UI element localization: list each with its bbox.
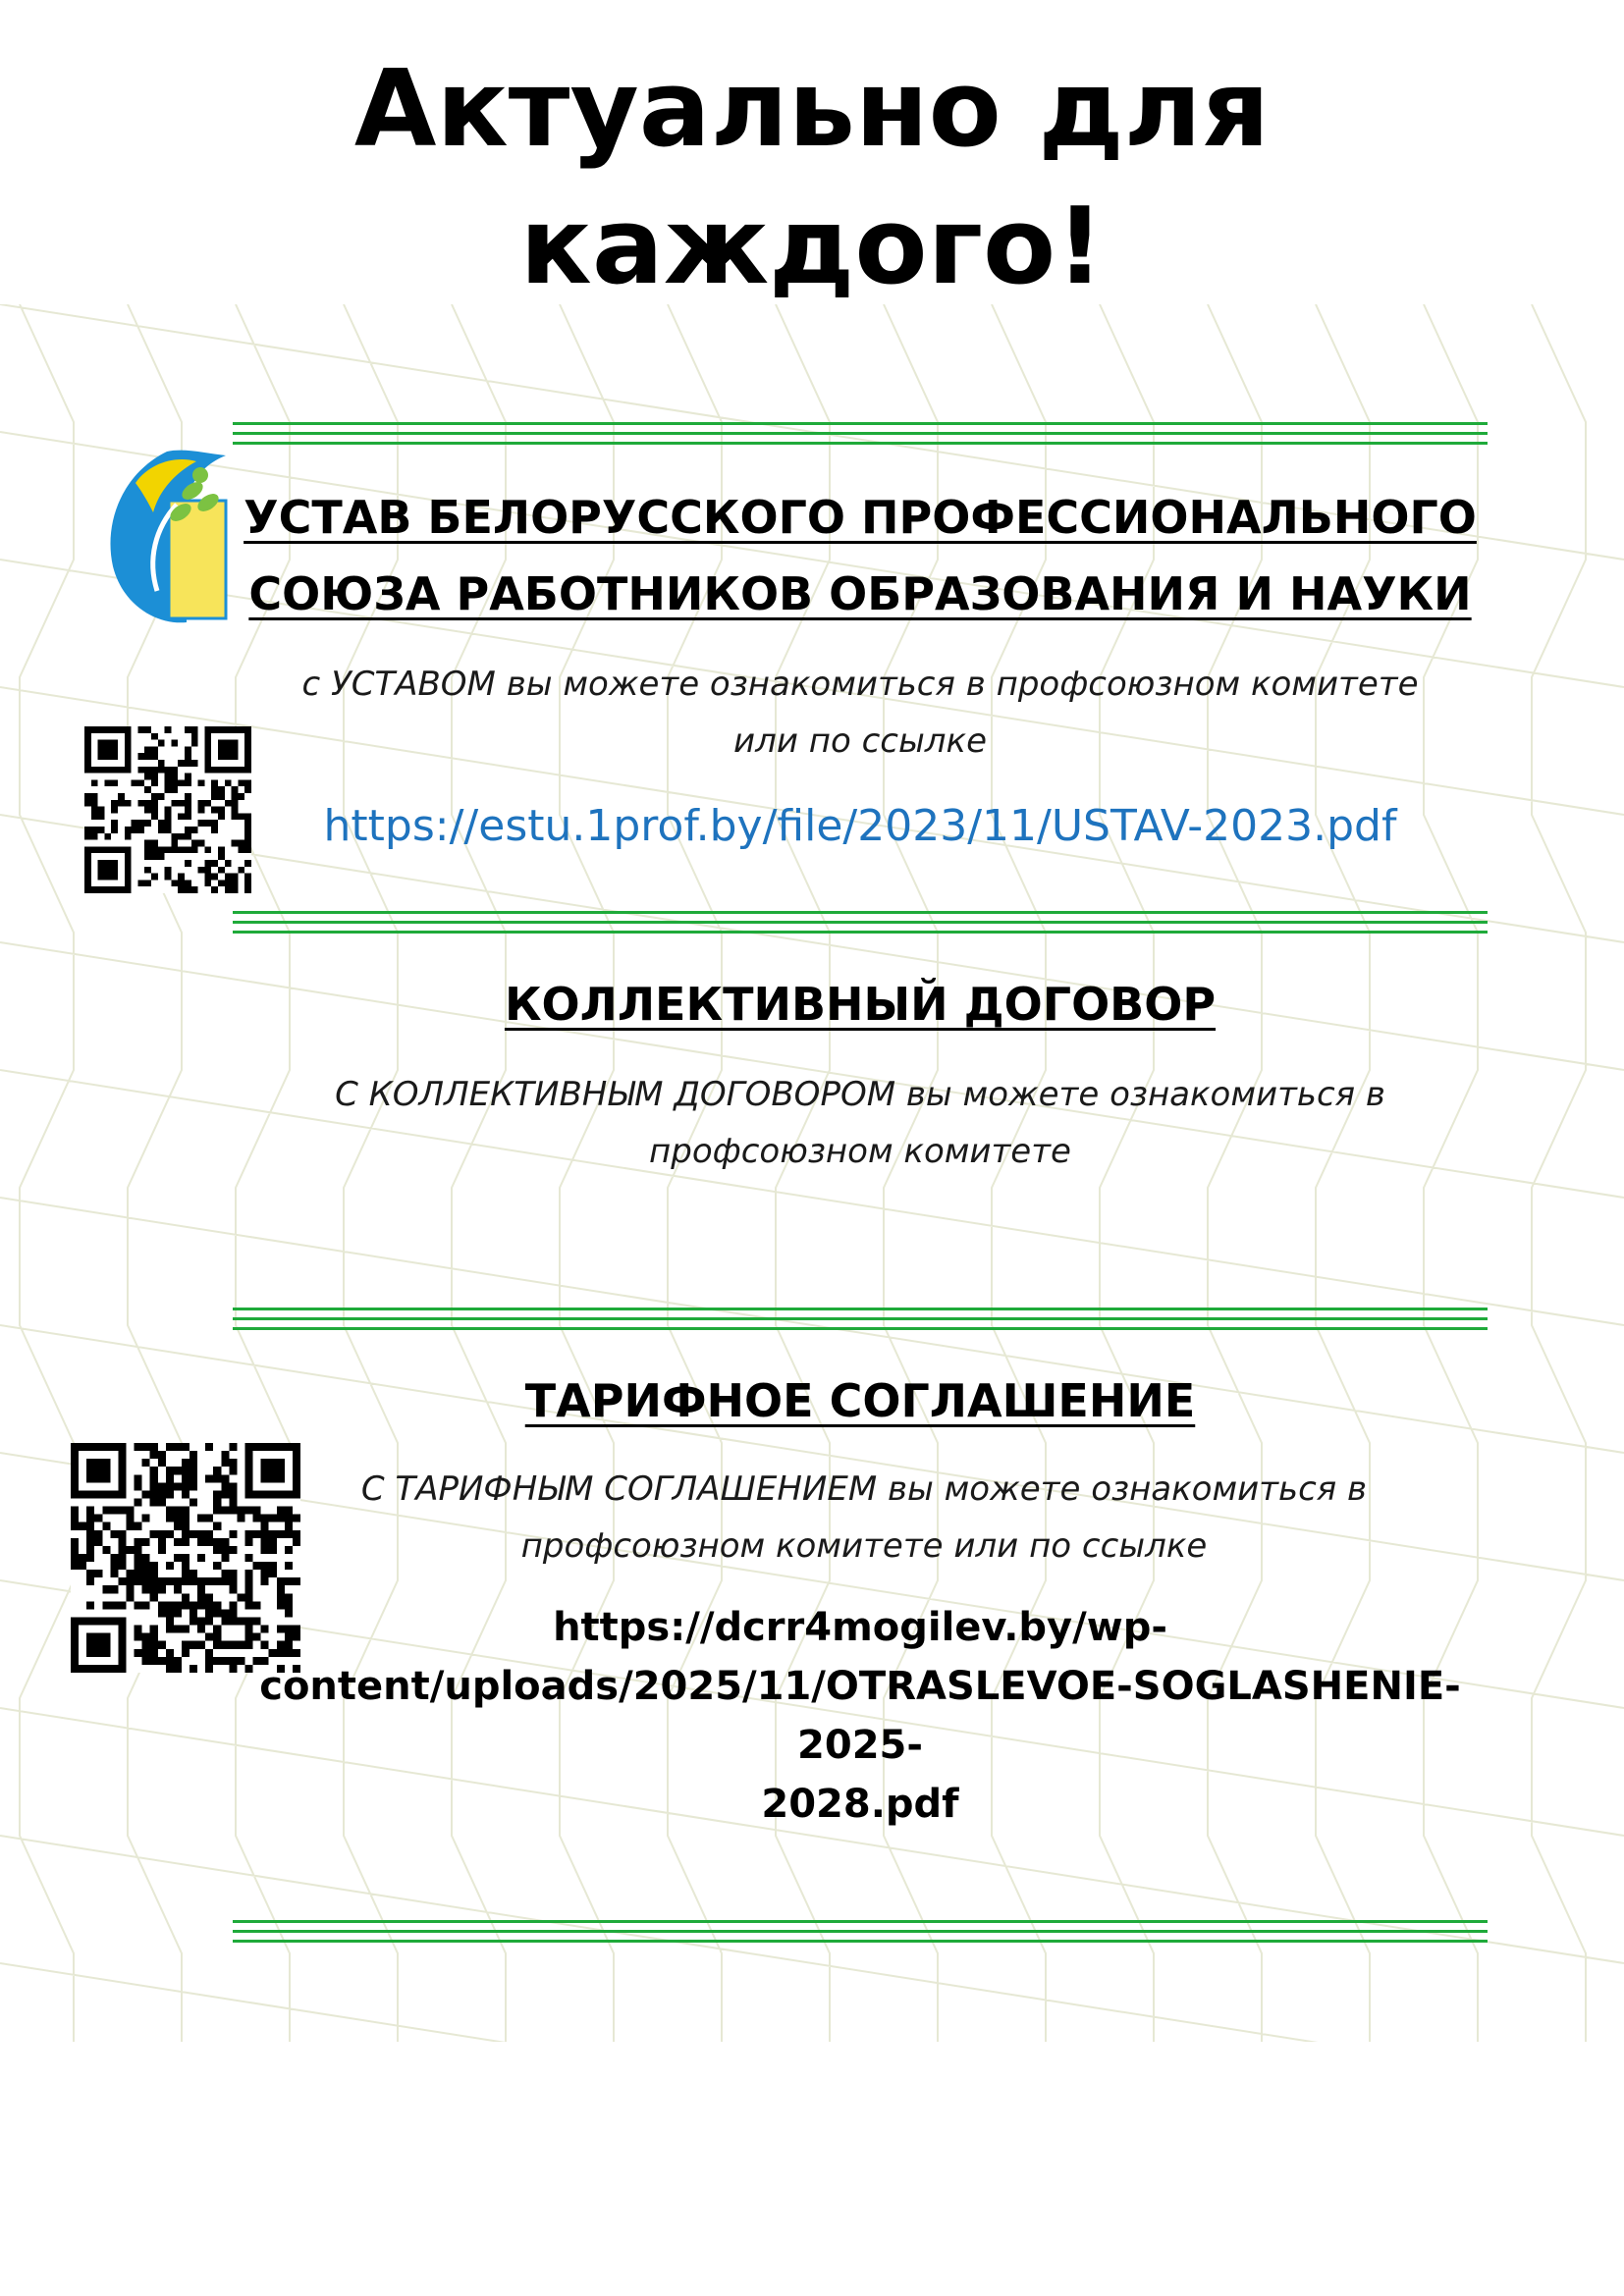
collective-description-line-2: профсоюзном комитете — [649, 1132, 1071, 1171]
page-title — [0, 41, 1624, 316]
collective-heading: КОЛЛЕКТИВНЫЙ ДОГОВОР — [504, 978, 1217, 1031]
tariff-link[interactable] — [233, 1598, 1488, 1834]
charter-heading-line-2: СОЮЗА РАБОТНИКОВ ОБРАЗОВАНИЯ И НАУКИ — [248, 567, 1472, 620]
charter-heading-line-1: УСТАВ БЕЛОРУССКОГО ПРОФЕССИОНАЛЬНОГО — [244, 491, 1477, 544]
tariff-description — [304, 1461, 1424, 1575]
section-separator — [233, 1920, 1488, 1944]
tariff-description-line-2: профсоюзном комитете или по ссылке — [520, 1526, 1208, 1566]
tariff-link-line-1[interactable]: https://dcrr4mogilev.by/wp- — [553, 1605, 1167, 1650]
page-title-line-2: каждого! — [519, 186, 1105, 308]
charter-description — [233, 656, 1488, 770]
charter-description-line-2: или по ссылке — [733, 721, 987, 761]
section-separator — [233, 1308, 1488, 1331]
tariff-link-line-2[interactable]: content/uploads/2025/11/OTRASLEVOE-SOGLASHENIE-2025- — [259, 1664, 1461, 1768]
charter-heading — [233, 479, 1488, 632]
charter-link[interactable]: https://estu.1prof.by/file/2023/11/USTAV-2023.pdf — [323, 801, 1397, 851]
page-title-line-1: Актуально для — [353, 48, 1271, 171]
collective-description-line-1: С КОЛЛЕКТИВНЫМ ДОГОВОРОМ вы можете ознакомиться в — [335, 1075, 1385, 1114]
union-logo-icon — [98, 444, 236, 630]
tariff-description-line-1: С ТАРИФНЫМ СОГЛАШЕНИЕМ вы можете ознакомиться в — [360, 1469, 1368, 1509]
tariff-link-line-3[interactable]: 2028.pdf — [761, 1782, 959, 1827]
section-separator — [233, 911, 1488, 934]
tariff-heading: ТАРИФНОЕ СОГЛАШЕНИЕ — [524, 1374, 1196, 1427]
collective-description — [233, 1066, 1488, 1180]
charter-qr-code-icon — [84, 726, 251, 893]
charter-description-line-1: с УСТАВОМ вы можете ознакомиться в профсоюзном комитете — [301, 665, 1419, 704]
section-separator — [233, 422, 1488, 446]
